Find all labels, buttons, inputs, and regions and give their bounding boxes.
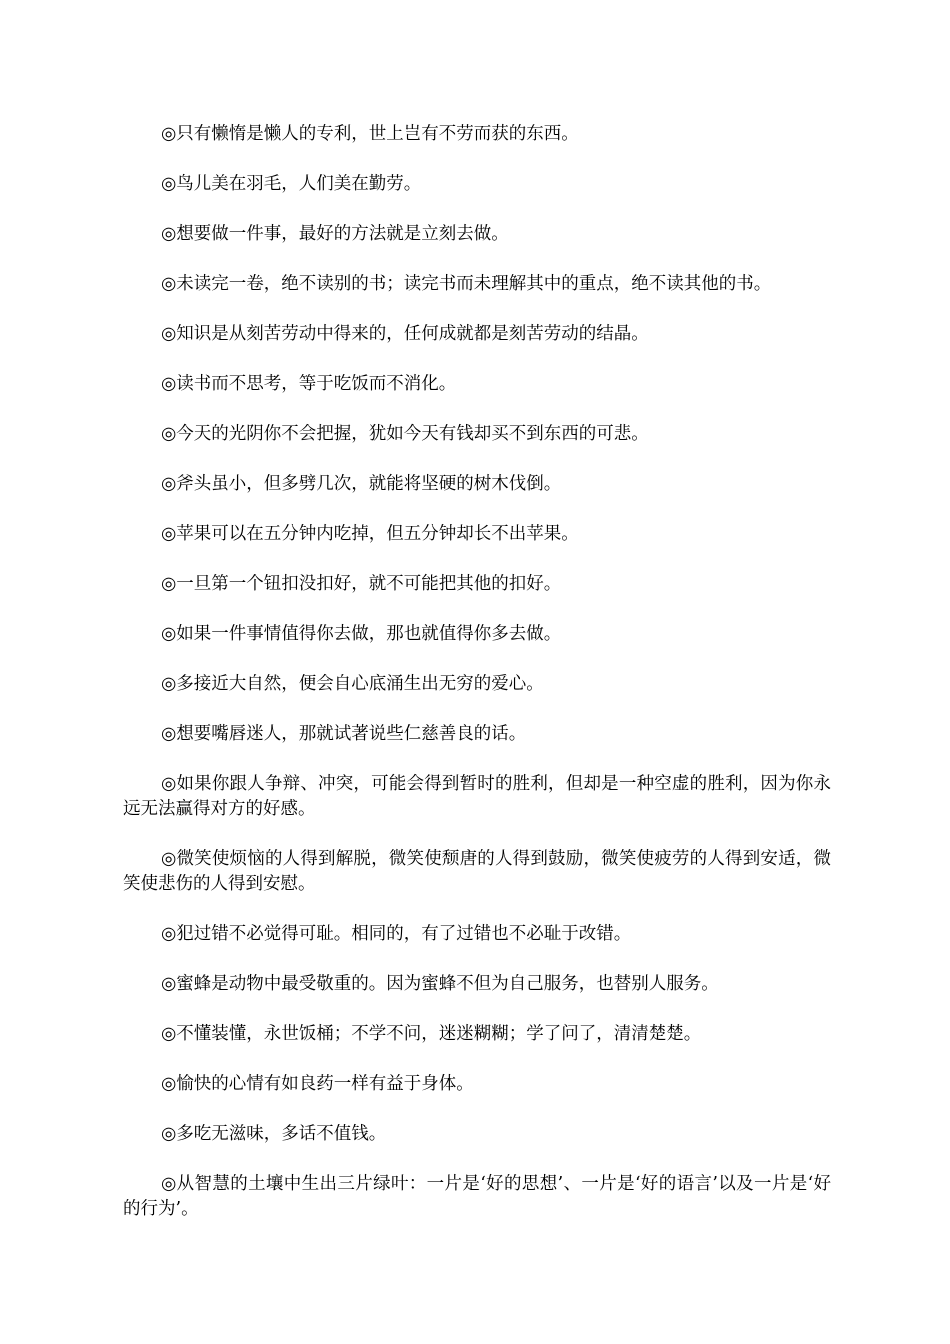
- quote-paragraph: ◎读书而不思考，等于吃饭而不消化。: [161, 374, 457, 394]
- quote-paragraph: ◎愉快的心情有如良药一样有益于身体。: [161, 1074, 474, 1094]
- quote-paragraph: ◎如果一件事情值得你去做，那也就值得你多去做。: [161, 624, 562, 644]
- quote-paragraph: ◎蜜蜂是动物中最受敬重的。因为蜜蜂不但为自己服务，也替别人服务。: [161, 974, 719, 994]
- quote-paragraph: ◎多接近大自然，便会自心底涌生出无穷的爱心。: [161, 674, 544, 694]
- quote-paragraph: ◎微笑使烦恼的人得到解脱，微笑使颓唐的人得到鼓励，微笑使疲劳的人得到安适，微笑使悲伤的人得到安慰。: [123, 849, 831, 894]
- quote-paragraph: ◎斧头虽小，但多劈几次，就能将坚硬的树木伐倒。: [161, 474, 562, 494]
- quote-paragraph: ◎鸟儿美在羽毛，人们美在勤劳。: [161, 174, 422, 194]
- quote-paragraph: ◎从智慧的土壤中生出三片绿叶：一片是‘好的思想’、一片是‘好的语言’以及一片是‘好的行为’。: [123, 1174, 831, 1219]
- quote-paragraph: ◎如果你跟人争辩、冲突，可能会得到暂时的胜利，但却是一种空虚的胜利，因为你永远无法赢得对方的好感。: [123, 774, 831, 819]
- quote-paragraph: ◎犯过错不必觉得可耻。相同的，有了过错也不必耻于改错。: [161, 924, 632, 944]
- quote-paragraph: ◎多吃无滋味，多话不值钱。: [161, 1124, 387, 1144]
- quote-paragraph: ◎今天的光阴你不会把握，犹如今天有钱却买不到东西的可悲。: [161, 424, 649, 444]
- quote-paragraph: ◎想要做一件事，最好的方法就是立刻去做。: [161, 224, 509, 244]
- quote-paragraph: ◎知识是从刻苦劳动中得来的，任何成就都是刻苦劳动的结晶。: [161, 324, 649, 344]
- quote-paragraph: ◎不懂装懂，永世饭桶；不学不问，迷迷糊糊；学了问了，清清楚楚。: [161, 1024, 702, 1044]
- quote-list: [123, 122, 831, 1247]
- quote-paragraph: ◎一旦第一个钮扣没扣好，就不可能把其他的扣好。: [161, 574, 562, 594]
- quote-paragraph: ◎只有懒惰是懒人的专利，世上岂有不劳而获的东西。: [161, 124, 579, 144]
- quote-paragraph: ◎未读完一卷，绝不读别的书；读完书而未理解其中的重点，绝不读其他的书。: [161, 274, 772, 294]
- quote-paragraph: ◎想要嘴唇迷人，那就试著说些仁慈善良的话。: [161, 724, 527, 744]
- quote-paragraph: ◎苹果可以在五分钟内吃掉，但五分钟却长不出苹果。: [161, 524, 579, 544]
